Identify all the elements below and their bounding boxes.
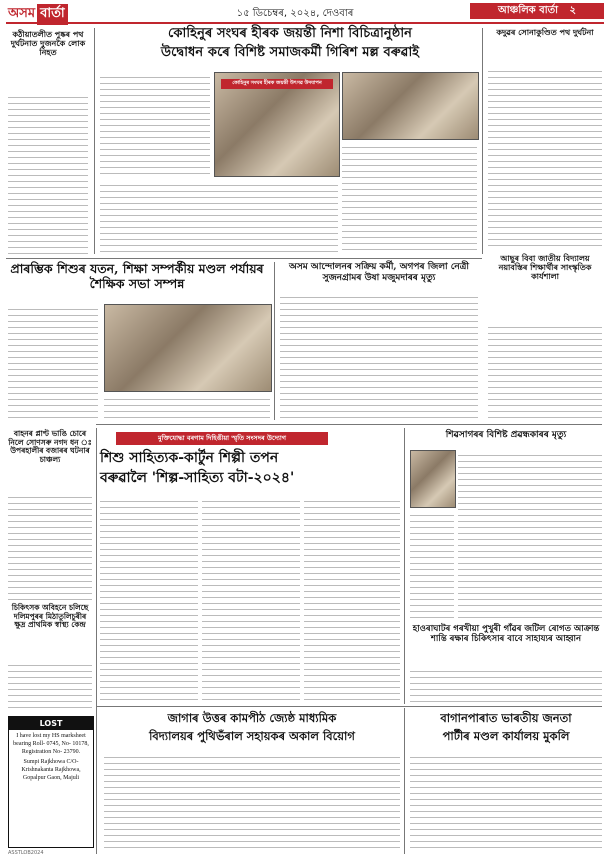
help-appeal-body (410, 666, 602, 702)
left-story3-body (8, 660, 92, 712)
photo-banner: কোহিনুৰ সংঘৰ হীৰক জয়ন্তী উৎসৱ উদযাপন (221, 79, 333, 89)
section-tag (470, 3, 604, 19)
top-story-headline-2: উদ্বোধন কৰে বিশিষ্ট সমাজকৰ্মী গিৰিশ মল্ল বৰুৱাই (160, 45, 420, 60)
sahitya-headline-1: শিশু সাহিত্যক-কাৰ্টুন শিল্পী তপন (100, 450, 279, 466)
column-divider (482, 28, 483, 254)
mid-left-headline: প্ৰাৰম্ভিক শিশুৰ যতন, শিক্ষা সম্পৰ্কীয় মণ্ডল পৰ্যায়ৰ শৈক্ষিক সভা সম্পন্ন (10, 261, 264, 291)
sahitya-body-col2 (202, 496, 300, 702)
top-story-photo-2 (342, 72, 479, 140)
bottom-left-body (104, 752, 400, 852)
section-rule (6, 258, 482, 259)
right-story1-headline: কদুৱৰ সোনাকুণ্ডিত পথ দুৰ্ঘটনা (496, 28, 594, 37)
column-divider (94, 28, 95, 254)
obit-headline: শিৱসাগৰৰ বিশিষ্ট প্ৰৱন্ধকাৰৰ মৃত্যু (445, 430, 567, 440)
left-story1-headline: কঠীয়াতলীত পুষ্কৰ পথ দুৰ্ঘটনাত দুজনকৈ লোক নিহত (10, 30, 86, 58)
right-story1-body (488, 66, 602, 246)
logo-box: বাৰ্তা (37, 4, 68, 25)
top-story-body-col3 (342, 142, 477, 254)
column-divider (96, 428, 97, 854)
masthead-rule (6, 22, 604, 24)
help-appeal-headline: হাওৰাঘাটৰ গৰখীয়া পুখুৰী গাঁৱৰ জটিল ৰোগত আক্ৰান্ত শান্তি ৰক্ষাৰ চিকিৎসাৰ বাবে সাহায্যৰ আহ্বান (412, 624, 600, 645)
top-story-body-col1 (100, 72, 210, 176)
mid-left-photo (104, 304, 272, 392)
top-story-body-bottom (100, 180, 338, 254)
bottom-left-headline-2: বিদ্যালয়ৰ পুথিভঁৰাল সহায়কৰ অকাল বিয়োগ (149, 729, 355, 743)
right-story2-headline: আছুৰ বিবা জাতীয় বিদ্যালয় নয়াবস্তিৰ শিক্ষাৰ্থীৰ সাংস্কৃতিক কাৰ্যশালা (498, 254, 592, 282)
logo-text: অসম (8, 6, 36, 21)
obit-body-narrow (410, 510, 454, 620)
left-story2-body (8, 492, 92, 600)
lost-body: I have lost my HS marksheet bearing Roll- 0745, No- 10178, Registration No- 23790. (13, 733, 89, 755)
left-story3-headline: চিকিৎসক অবিহনে চলিছে দলিমপুৰৰ মিঠাতুলিচুৰীৰ ক্ষুদ্ৰ প্ৰাথমিক স্বাস্থ্য কেন্দ্ৰ (11, 603, 89, 630)
lost-title: LOST (9, 717, 93, 730)
top-story-photo (214, 72, 340, 177)
page-number: ২ (569, 5, 577, 16)
right-story2-body (488, 322, 602, 422)
column-divider (404, 708, 405, 854)
top-story-headline-1: কোহিনুৰ সংঘৰ হীৰক জয়ন্তী নিশা বিচিত্ৰানুষ্ঠান (167, 26, 413, 41)
bottom-right-headline-2: পাৰ্টীৰ মণ্ডল কাৰ্যালয় মুকলি (442, 729, 570, 743)
bottom-right-headline-1: বাগানপাৰাত ভাৰতীয় জনতা (440, 711, 572, 725)
masthead-logo (8, 4, 126, 22)
ad-code: ASSTLOB2024 (8, 850, 44, 856)
mid-right-headline: অসম আন্দোলনৰ সক্ৰিয় কৰ্মী, অগপৰ জিলা নেত্ৰী সুজনগ্ৰামৰ উষা মজুমদাৰৰ মৃত্যু (288, 262, 469, 283)
mid-left-body-col2 (104, 394, 270, 420)
lost-notice (8, 716, 94, 848)
sahitya-banner: মুক্তিযোদ্ধা বৰগাম দিহিঙীয়া স্মৃতি সংসদৰ উদ্যোগ (116, 432, 328, 445)
mid-right-body (280, 292, 478, 420)
left-story1-body (8, 92, 88, 254)
sahitya-body-col1 (100, 496, 198, 702)
section-rule (96, 424, 602, 425)
obit-body (458, 450, 602, 620)
bottom-right-body (410, 752, 602, 852)
sahitya-headline-2: বৰুৱালৈ 'শিল্প-সাহিত্য বটা-২০২৪' (100, 470, 295, 486)
column-divider (404, 428, 405, 704)
section-name: আঞ্চলিক বাৰ্তা (497, 5, 559, 16)
lost-signature: Sumpi Rajkhowa C/O- Krishnakanta Rajkhowa, Gopalpur Gaon, Majuli (21, 759, 81, 781)
bottom-left-headline-1: জাগাৰ উত্তৰ কামপীঠ জ্যেষ্ঠ মাধ্যমিক (167, 711, 337, 725)
mid-left-body-col1 (8, 304, 98, 420)
obit-photo (410, 450, 456, 508)
section-rule (96, 706, 602, 707)
issue-date: ১৫ ডিচেম্বৰ, ২০২৪, দেওবাৰ (236, 8, 354, 19)
column-divider (274, 262, 275, 420)
sahitya-body-col3 (304, 496, 400, 702)
left-story2-headline: বাহনৰ প্লাণ্ট ভাঙি চোৰে নিলে সোণসৰু নগদ ধন ঃ উপৰহালীৰ বজাৰৰ ঘটনাৰ চাঞ্চল্য (8, 429, 92, 464)
